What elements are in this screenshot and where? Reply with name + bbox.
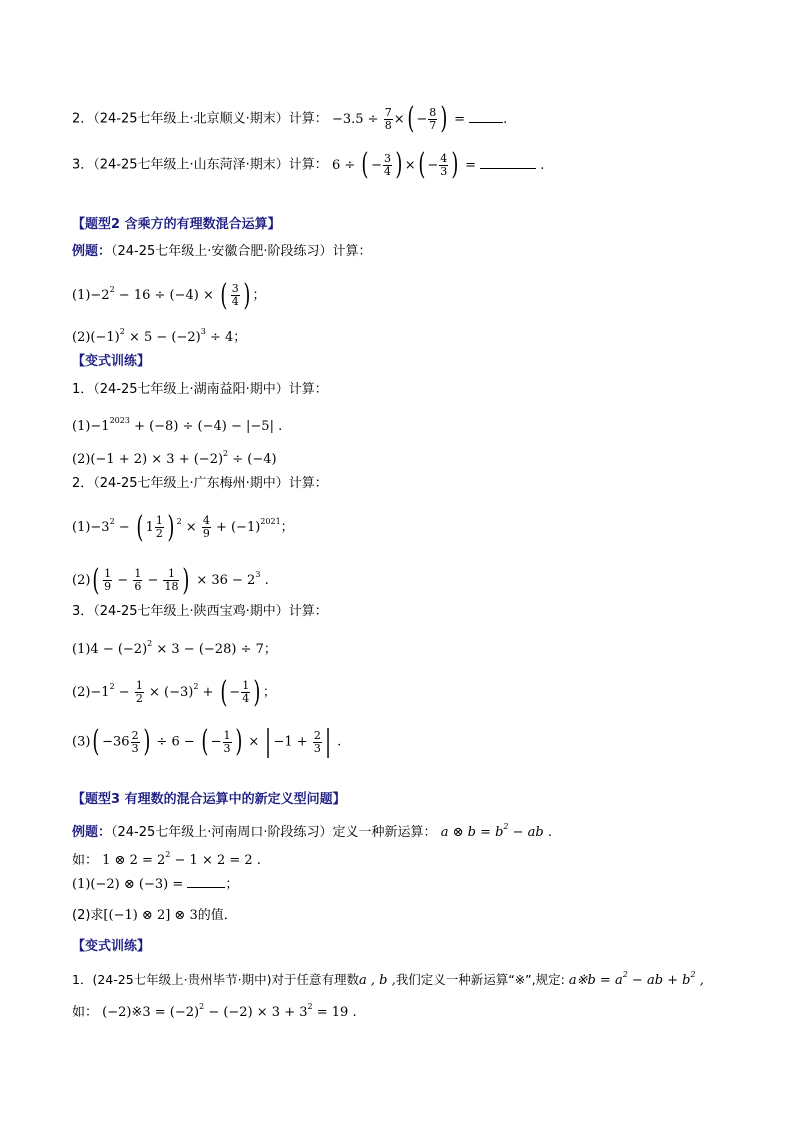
variant-training-heading-2: 【变式训练】 <box>72 939 151 954</box>
example-3-part-2-expression: [(−1) ⊗ 2] ⊗ 3 <box>103 908 198 923</box>
variant-4-sample-prefix: 如： <box>72 1005 99 1020</box>
variant-1-text: 1．（24-25七年级上·湖南益阳·期中）计算： <box>72 382 328 397</box>
variant-1-part-1: $(1)-1^{2023} + (-8) \div (-4) - |-5|$ . <box>72 416 283 434</box>
example-3-part-2 <box>72 906 237 926</box>
example-2-part-2: $(2)(-1)^2 \times 5 - (-2)^3 \div 4$； <box>72 327 247 345</box>
example-3-part-2-prefix: (2)求 <box>72 908 104 923</box>
question-2-expression: −3.5 ÷ $\frac{7}{8}$ ×( − $\frac{8}{7}$ ) = . <box>331 101 508 136</box>
question-3-text: 3．（24-25七年级上·山东菏泽·期末）计算： <box>72 157 328 173</box>
variant-training-heading: 【变式训练】 <box>72 354 151 369</box>
variant-2-part-1: $(1)-3^2$ − ( 1 $\frac{1}{2}$ ) $^2$ × $\frac{4}{9}$ + $(-1)^{2021}$； <box>72 509 294 545</box>
question-3 <box>72 147 545 182</box>
question-2 <box>72 101 508 136</box>
example-3-sample <box>72 845 261 871</box>
example-3-label: 例题： <box>72 825 112 840</box>
example-3-sample-prefix: 如： <box>72 853 99 868</box>
variant-3-part-3: (3)( −36 $\frac{2}{3}$ ) ÷ 6 − ( − $\frac{1}{3}$ ) × | −1 + $\frac{2}{3}$ | . <box>72 724 342 759</box>
example-3-sample-expression: 1 ⊗ $2 = 2^2 - 1 \times 2 = 2$ . <box>102 850 261 868</box>
section-heading-type3: 【题型3 有理数的混合运算中的新定义型问题】 <box>72 792 346 807</box>
example-3-part-2-suffix: 的值． <box>197 908 237 923</box>
example-3 <box>72 817 552 843</box>
variant-4 <box>72 965 704 991</box>
example-2-part-1: $(1)-2^2 - 16 \div (-4)$ × ( $\frac{3}{4}$ ) ； <box>72 277 266 313</box>
variant-2-text: 2．（24-25七年级上·广东梅州·期中）计算： <box>72 476 328 491</box>
variant-4-text: 1．(24-25七年级上·贵州毕节·期中)对于任意有理数 <box>72 972 359 987</box>
variant-3-text: 3．（24-25七年级上·陕西宝鸡·期中）计算： <box>72 604 328 619</box>
variant-1-part-2: $(2)(-1 + 2) \times 3 + (-2)^2 \div (-4)$ <box>72 449 277 467</box>
example-3-part-1: (1)(−2) ⊗ (−3) = ； <box>72 874 238 895</box>
example-2-label: 例题： <box>72 244 112 259</box>
variant-4-variables: a , b , <box>358 973 396 988</box>
example-3-definition: a ⊗ $b = b^2$ − ab . <box>440 822 553 840</box>
example-2-text: （24-25七年级上·安徽合肥·阶段练习）计算： <box>111 244 372 259</box>
example-2 <box>72 242 372 262</box>
question-2-text: 2．（24-25七年级上·北京顺义·期末）计算： <box>72 111 328 127</box>
variant-3-part-1: $(1)4 - (-2)^2 \times 3 - (-28) \div 7$； <box>72 639 277 657</box>
variant-4-definition: a※b = $a^2$ − ab + $b^2$ , <box>568 970 704 988</box>
variant-4-sample <box>72 997 357 1023</box>
variant-2-part-2: (2)( $\frac{1}{9}$ − $\frac{1}{6}$ − $\frac{1}{18}$ ) × $36 - 2^3$ . <box>72 562 269 598</box>
variant-4-sample-expression: (−2)※3 = $(-2)^2 - (-2) \times 3 + 3^2 = 19$ . <box>102 1002 357 1020</box>
variant-3-part-2: $(2)-1^2$ − $\frac{1}{2}$ × $(-3)^2$ + ( − $\frac{1}{4}$ ) ； <box>72 674 276 710</box>
question-3-expression: 6 ÷ ( − $\frac{3}{4}$ ) ×( − $\frac{4}{3}$ ) = . <box>331 147 545 182</box>
variant-4-text-2: 我们定义一种新运算“※”,规定: <box>395 972 565 987</box>
section-heading-type2: 【题型2 含乘方的有理数混合运算】 <box>72 217 281 232</box>
example-3-text: （24-25七年级上·河南周口·阶段练习）定义一种新运算： <box>111 825 437 840</box>
